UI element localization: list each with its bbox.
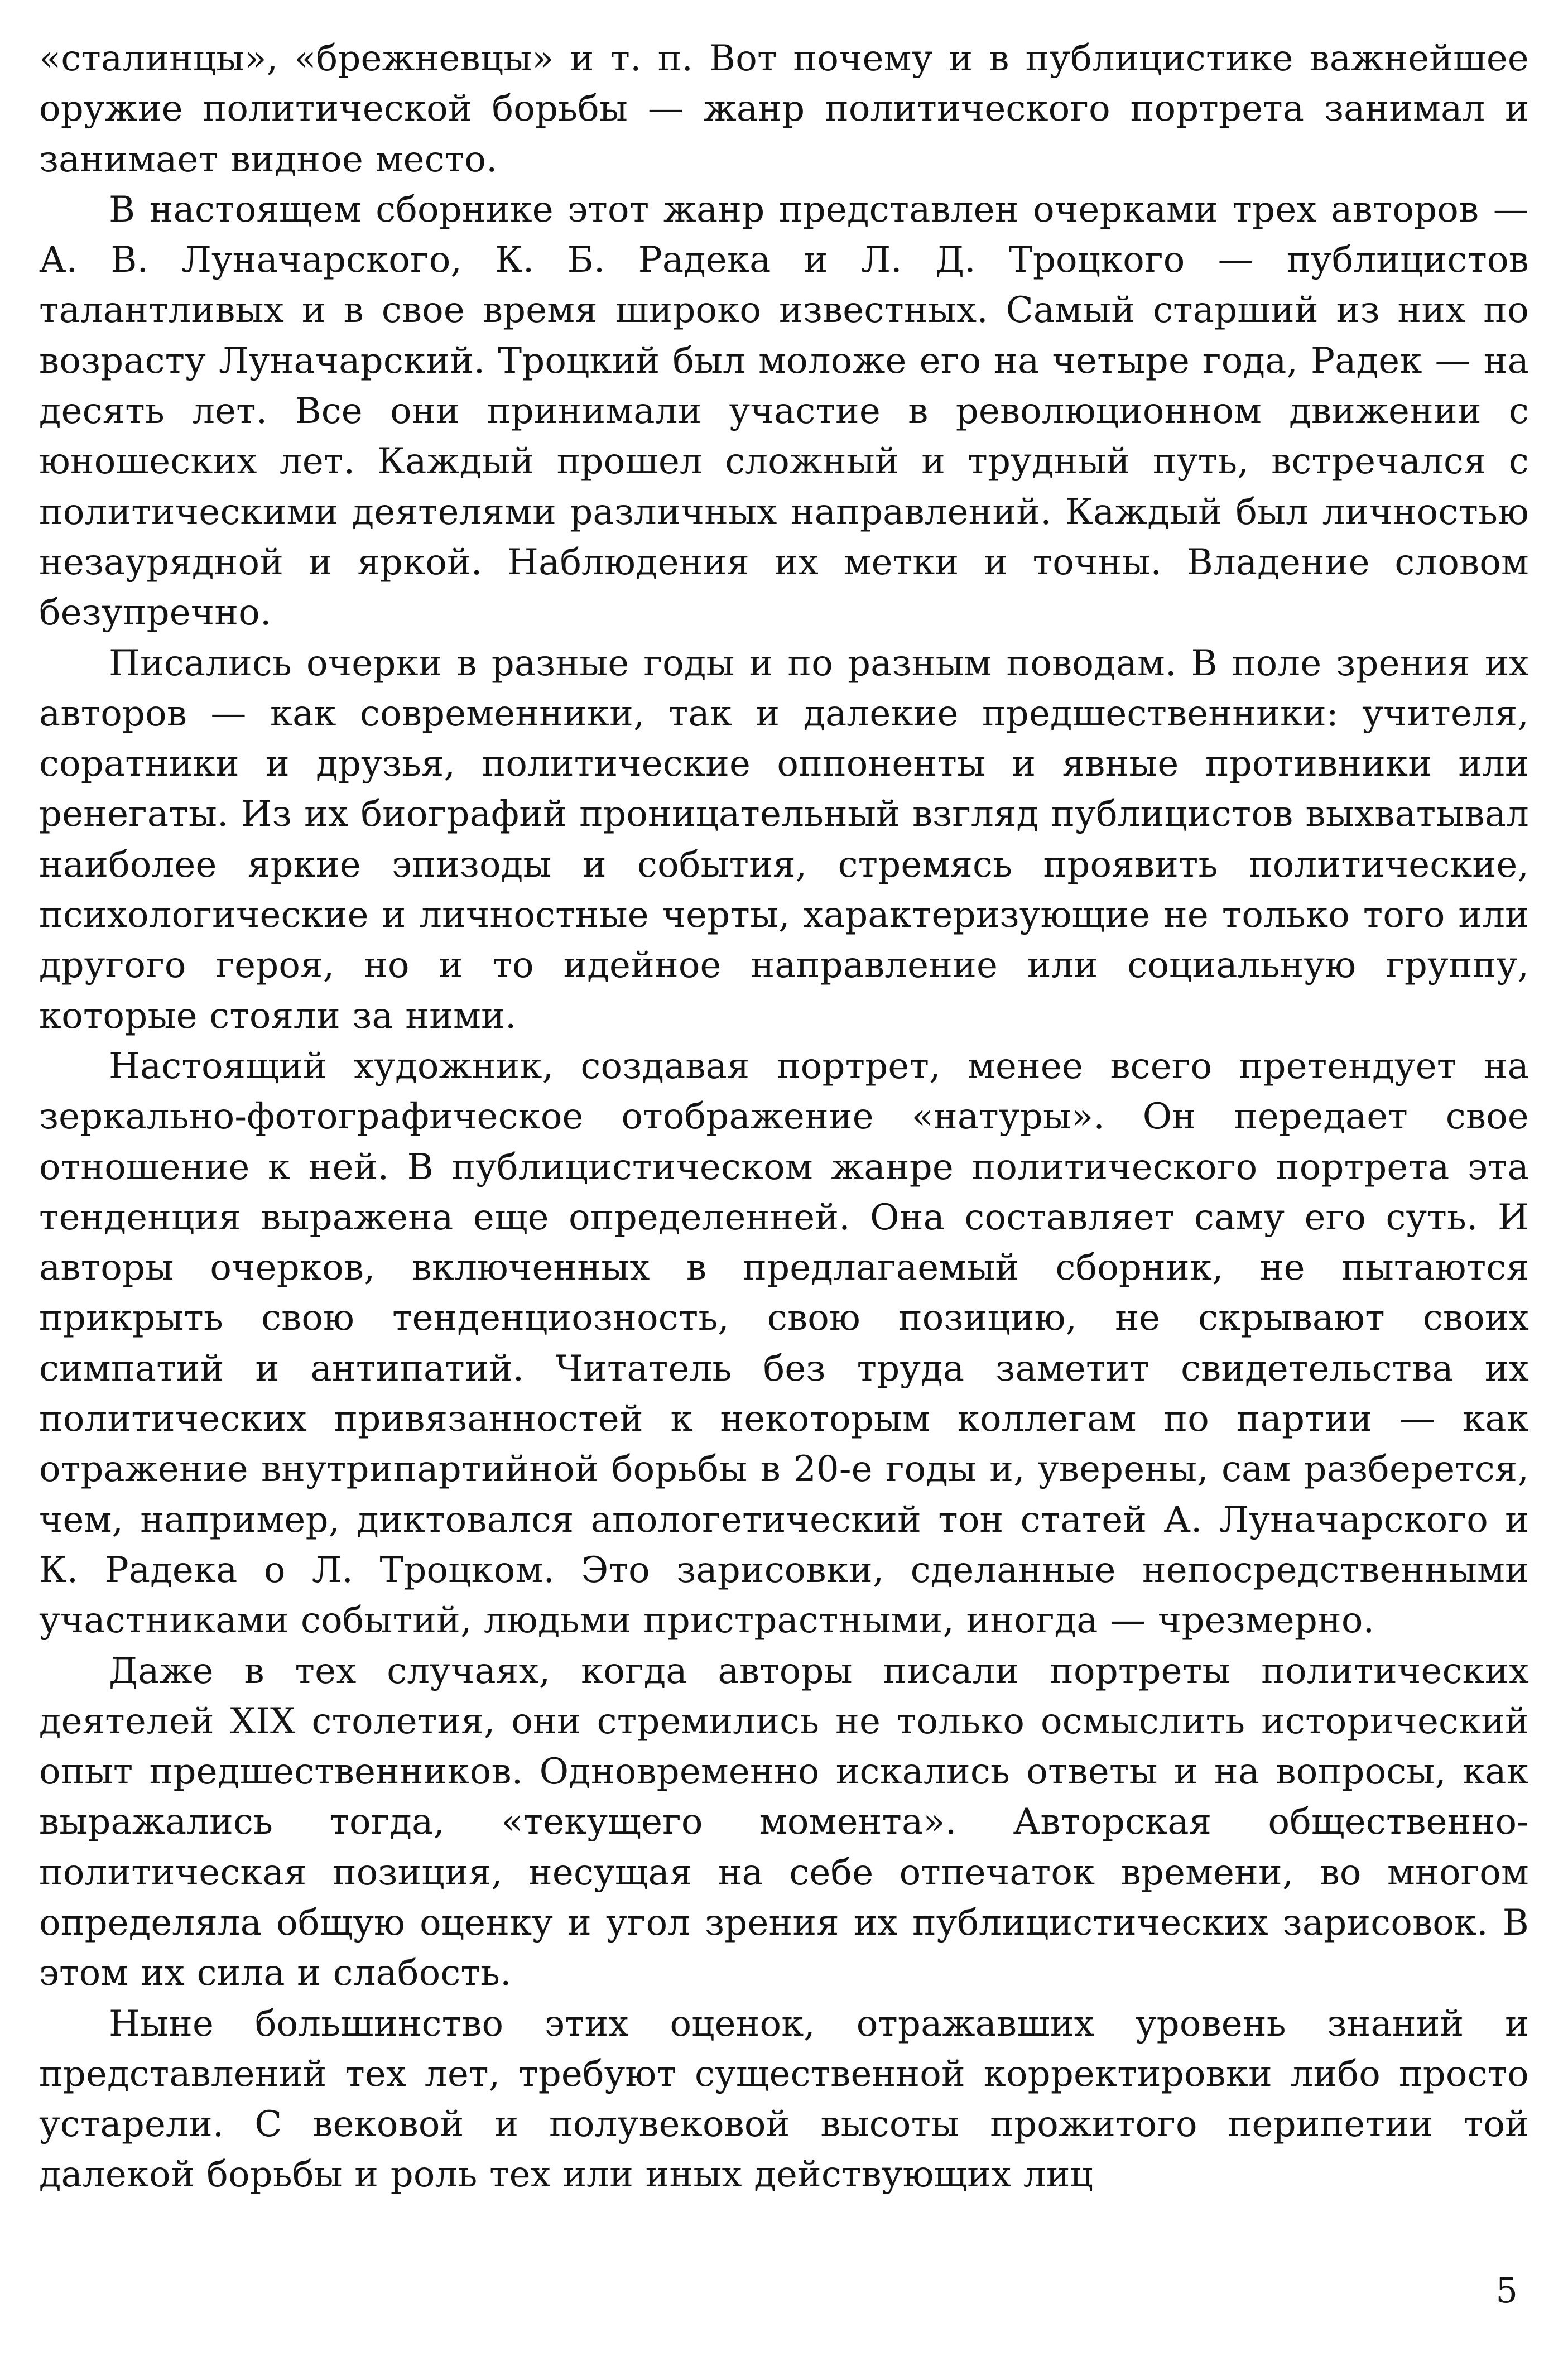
paragraph: Писались очерки в разные годы и по разным поводам. В поле зрения их авторов — как современники, так и далекие предшественники: учителя, соратники и друзья, политические оппоненты и явные противники или ренегаты. Из их биографий проницательный взгляд публицистов выхватывал наиболее яркие эпизоды и события, стремясь проявить политические, психологические и личностные черты, характеризующие не только того или другого героя, но и то идейное направление или социальную группу, которые стояли за ними.: [39, 642, 1529, 1037]
paragraph: Даже в тех случаях, когда авторы писали портреты политических деятелей XIX столетия, они стремились не только осмыслить исторический опыт предшественников. Одновременно искались ответы и на вопросы, как выражались тогда, «текущего момента». Авторская общественно-политическая позиция, несущая на себе отпечаток времени, во многом определяла общую оценку и угол зрения их публицистических зарисовок. В этом их сила и слабость.: [39, 1650, 1529, 1994]
page-number: 5: [1495, 2270, 1518, 2311]
paragraph: «сталинцы», «брежневцы» и т. п. Вот почему и в публицистике важнейшее оружие политической борьбы — жанр политического портрета занимал и занимает видное место.: [39, 38, 1529, 180]
paragraph: Ныне большинство этих оценок, отражавших уровень знаний и представлений тех лет, требуют существенной корректировки либо просто устарели. С вековой и полувековой высоты прожитого перипетии той далекой борьбы и роль тех или иных действующих лиц: [39, 2003, 1529, 2196]
paragraph: В настоящем сборнике этот жанр представлен очерками трех авторов — А. В. Луначарского, К. Б. Радека и Л. Д. Троцкого — публицистов талантливых и в свое время широко известных. Самый старший из них по возрасту Луначарский. Троцкий был моложе его на четыре года, Радек — на десять лет. Все они принимали участие в революционном движении с юношеских лет. Каждый прошел сложный и трудный путь, встречался с политическими деятелями различных направлений. Каждый был личностью незаурядной и яркой. Наблюдения их метки и точны. Владение словом безупречно.: [39, 189, 1529, 634]
paragraph: Настоящий художник, создавая портрет, менее всего претендует на зеркально-фотографическое отображение «натуры». Он передает свое отношение к ней. В публицистическом жанре политического портрета эта тенденция выражена еще определенней. Она составляет саму его суть. И авторы очерков, включенных в предлагаемый сборник, не пытаются прикрыть свою тенденциозность, свою позицию, не скрывают своих симпатий и антипатий. Читатель без труда заметит свидетельства их политических привязанностей к некоторым коллегам по партии — как отражение внутрипартийной борьбы в 20-е годы и, уверены, сам разберется, чем, например, диктовался апологетический тон статей А. Луначарского и К. Радека о Л. Троцком. Это зарисовки, сделанные непосредственными участниками событий, людьми пристрастными, иногда — чрезмерно.: [39, 1045, 1529, 1642]
book-page: [39, 33, 1529, 2321]
body-text: [39, 33, 1529, 2200]
